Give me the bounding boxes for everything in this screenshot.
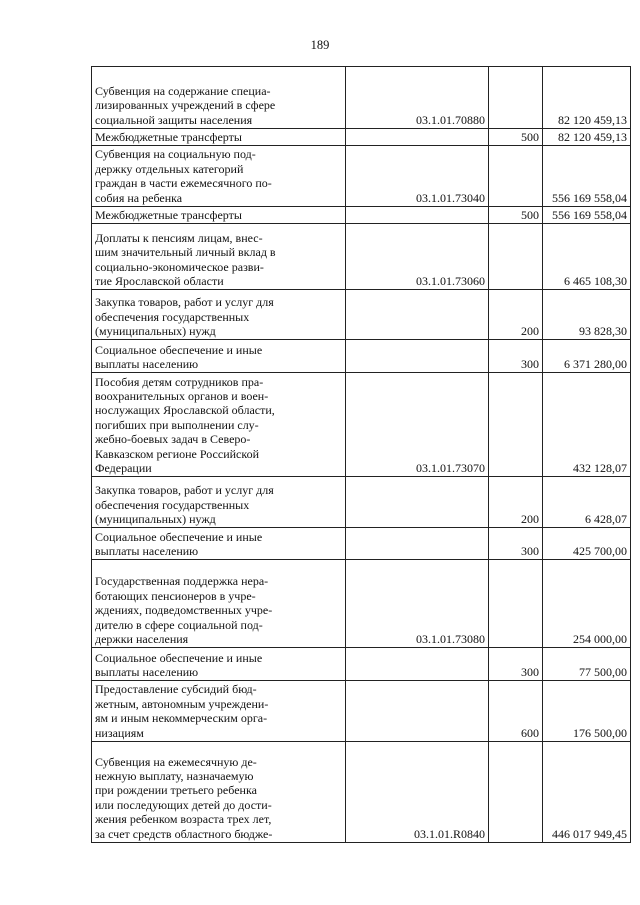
row-name-cell [92, 528, 346, 560]
row-amount-text: 556 169 558,04 [552, 208, 627, 223]
row-type-text: 300 [521, 665, 539, 680]
row-name-cell [92, 477, 346, 528]
row-type-cell [489, 560, 543, 648]
row-type-cell [489, 681, 543, 742]
row-amount-cell [543, 290, 631, 340]
row-amount-cell [543, 681, 631, 742]
table-row [92, 340, 631, 373]
table-row [92, 648, 631, 681]
row-name-text: Государственная поддержка нера- ботающих пенсионеров в учре- ждениях, подведомственных учре- дителю в сфере социальной под- держки населения [95, 574, 273, 647]
row-code-cell [346, 742, 489, 843]
row-name-cell [92, 560, 346, 648]
table-row [92, 129, 631, 146]
row-code-text: 03.1.01.R0840 [413, 826, 485, 841]
row-name-text: Социальное обеспечение и иные выплаты населению [95, 342, 263, 372]
row-amount-cell [543, 477, 631, 528]
row-amount-text: 254 000,00 [573, 632, 627, 647]
row-name-text: Субвенция на ежемесячную де- нежную выплату, назначаемую при рождении третьего ребенка или последующих детей до дости- жения ребенком возраста трех лет, за счет средств областного бюдже- [95, 754, 273, 841]
page-number: 189 [310, 38, 330, 52]
row-name-text: Субвенция на содержание специа- лизированных учреждений в сфере социальной защиты населения [95, 83, 276, 127]
row-code-cell [346, 648, 489, 681]
row-type-cell [489, 477, 543, 528]
row-type-cell [489, 528, 543, 560]
row-amount-text: 6 428,07 [585, 512, 627, 527]
row-code-text: 03.1.01.73040 [416, 190, 485, 205]
row-name-cell [92, 681, 346, 742]
row-type-cell [489, 290, 543, 340]
row-code-text: 03.1.01.70880 [416, 112, 485, 127]
row-name-text: Субвенция на социальную под- держку отдельных категорий граждан в части ежемесячного по- собия на ребенка [95, 147, 272, 205]
table-row [92, 528, 631, 560]
row-code-cell [346, 373, 489, 477]
row-code-text: 03.1.01.73070 [416, 461, 485, 476]
row-amount-text: 82 120 459,13 [558, 112, 627, 127]
row-name-cell [92, 648, 346, 681]
row-name-cell [92, 129, 346, 146]
row-type-text: 600 [521, 725, 539, 740]
row-type-cell [489, 373, 543, 477]
row-code-cell [346, 146, 489, 207]
row-type-text: 200 [521, 512, 539, 527]
row-name-text: Межбюджетные трансферты [95, 130, 242, 144]
row-type-text: 300 [521, 357, 539, 372]
row-code-cell [346, 224, 489, 290]
row-amount-cell [543, 67, 631, 129]
table-row [92, 207, 631, 224]
row-name-text: Доплаты к пенсиям лицам, внес- шим значительный личный вклад в социально-экономическое разви- тие Ярославской области [95, 230, 276, 289]
row-amount-text: 432 128,07 [573, 461, 627, 476]
row-amount-cell [543, 207, 631, 224]
table-row [92, 742, 631, 843]
row-amount-text: 6 371 280,00 [564, 357, 627, 372]
row-amount-cell [543, 528, 631, 560]
row-code-cell [346, 207, 489, 224]
row-name-text: Пособия детям сотрудников пра- воохранительных органов и воен- нослужащих Ярославской области, погибших при выполнении слу- жебно-боевых задач в Северо- Кавказском регионе Российской Федерации [95, 374, 275, 476]
row-code-cell [346, 290, 489, 340]
row-type-text: 500 [521, 130, 539, 144]
row-type-cell [489, 340, 543, 373]
row-amount-cell [543, 340, 631, 373]
budget-table [91, 66, 631, 843]
row-code-cell [346, 67, 489, 129]
row-code-cell [346, 528, 489, 560]
row-type-text: 200 [521, 324, 539, 339]
budget-table-body [92, 67, 631, 843]
row-type-cell [489, 224, 543, 290]
row-code-cell [346, 129, 489, 146]
table-row [92, 224, 631, 290]
row-name-text: Социальное обеспечение и иные выплаты населению [95, 650, 263, 680]
table-row [92, 477, 631, 528]
row-type-cell [489, 146, 543, 207]
row-type-cell [489, 742, 543, 843]
row-amount-cell [543, 648, 631, 681]
row-name-cell [92, 224, 346, 290]
row-amount-cell [543, 146, 631, 207]
row-amount-cell [543, 224, 631, 290]
table-row [92, 290, 631, 340]
row-code-cell [346, 477, 489, 528]
row-type-cell [489, 129, 543, 146]
row-name-cell [92, 290, 346, 340]
row-name-cell [92, 742, 346, 843]
row-amount-cell [543, 373, 631, 477]
row-name-text: Межбюджетные трансферты [95, 208, 242, 223]
row-code-cell [346, 560, 489, 648]
row-name-text: Закупка товаров, работ и услуг для обеспечения государственных (муниципальных) нужд [95, 295, 274, 339]
row-code-text: 03.1.01.73080 [416, 632, 485, 647]
row-code-cell [346, 681, 489, 742]
table-row [92, 373, 631, 477]
table-row [92, 560, 631, 648]
row-code-text: 03.1.01.73060 [416, 274, 485, 289]
table-row [92, 146, 631, 207]
row-code-cell [346, 340, 489, 373]
row-amount-text: 176 500,00 [573, 725, 627, 740]
row-name-text: Предоставление субсидий бюд- жетным, автономным учреждени- ям и иным некоммерческим орга- низациям [95, 682, 269, 740]
row-name-text: Закупка товаров, работ и услуг для обеспечения государственных (муниципальных) нужд [95, 483, 274, 527]
row-amount-text: 556 169 558,04 [552, 190, 627, 205]
row-name-cell [92, 146, 346, 207]
row-name-cell [92, 67, 346, 129]
row-type-text: 300 [521, 544, 539, 559]
row-amount-cell [543, 742, 631, 843]
row-amount-text: 77 500,00 [579, 665, 627, 680]
row-name-cell [92, 340, 346, 373]
row-type-cell [489, 648, 543, 681]
table-row [92, 681, 631, 742]
row-name-text: Социальное обеспечение и иные выплаты населению [95, 529, 263, 559]
row-amount-text: 82 120 459,13 [558, 130, 627, 144]
row-type-cell [489, 67, 543, 129]
row-amount-text: 93 828,30 [579, 324, 627, 339]
row-amount-text: 425 700,00 [573, 544, 627, 559]
row-amount-text: 6 465 108,30 [564, 274, 627, 289]
row-type-cell [489, 207, 543, 224]
row-name-cell [92, 373, 346, 477]
row-type-text: 500 [521, 208, 539, 223]
table-row [92, 67, 631, 129]
row-name-cell [92, 207, 346, 224]
row-amount-cell [543, 129, 631, 146]
row-amount-cell [543, 560, 631, 648]
row-amount-text: 446 017 949,45 [552, 826, 627, 841]
